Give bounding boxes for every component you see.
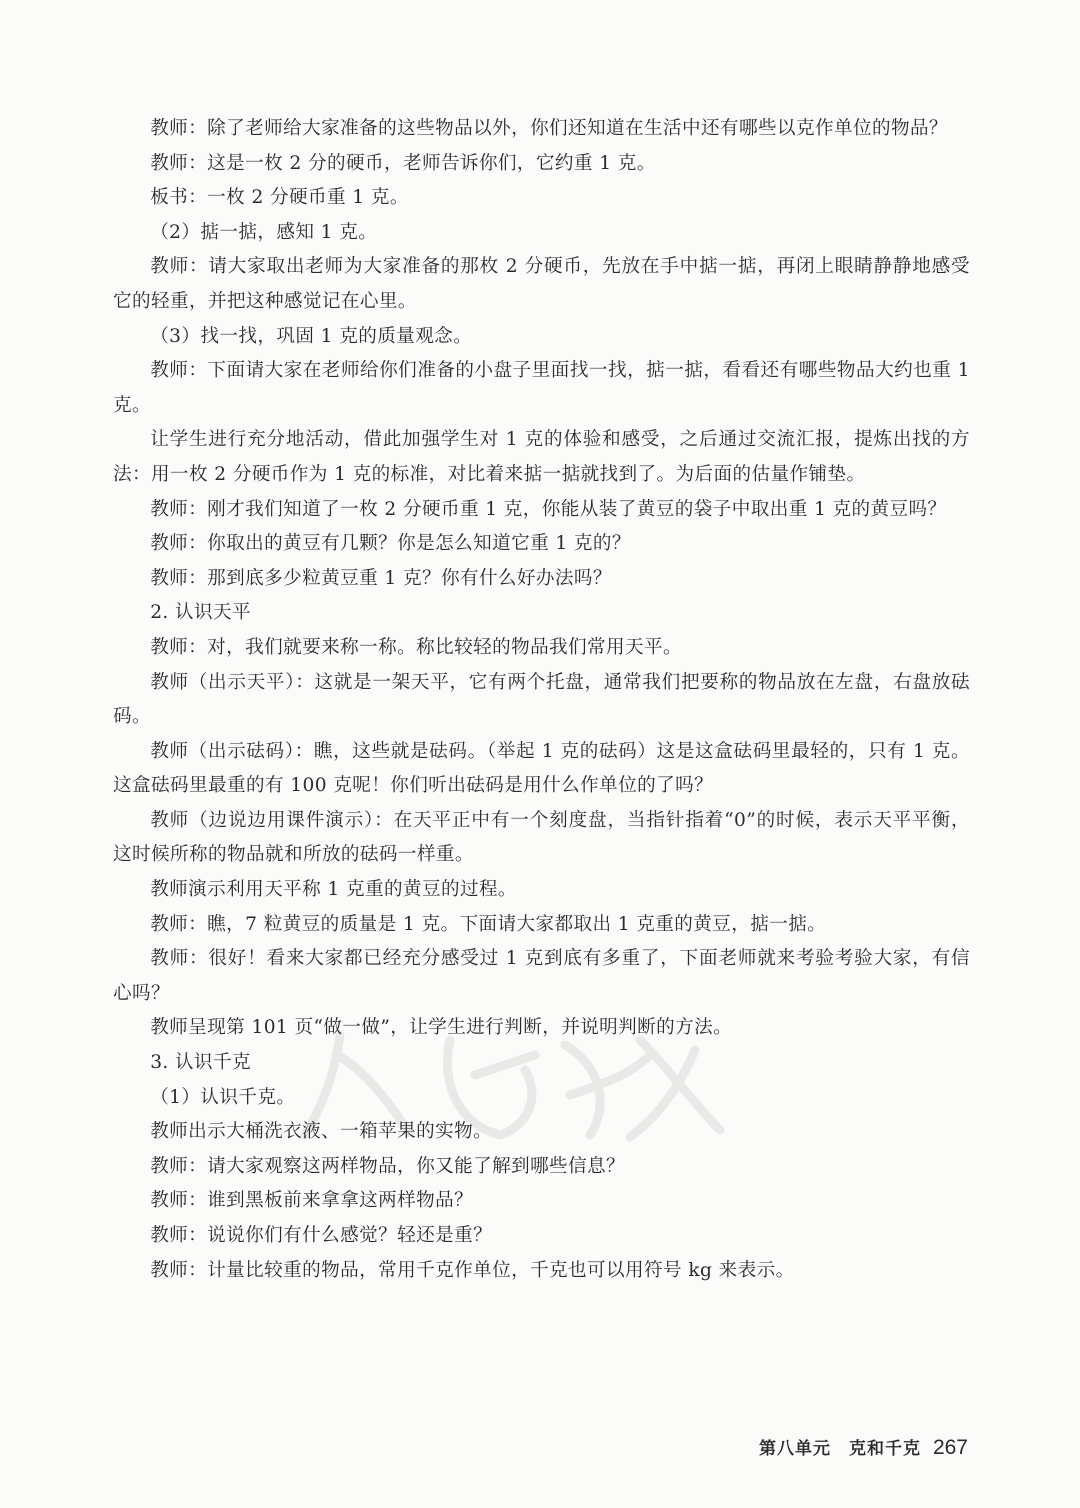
paragraph: 教师：谁到黑板前来拿拿这两样物品？ <box>150 1190 474 1212</box>
paragraph: 教师：对，我们就要来称一称。称比较轻的物品我们常用天平。 <box>150 636 683 658</box>
paragraph: 教师（边说边用课件演示）：在天平正中有一个刻度盘，当指针指着“0”的时候，表示天平平衡，这时候所称的物品就和所放的砝码一样重。 <box>113 809 970 866</box>
section-heading: 3. 认识千克 <box>150 1052 252 1074</box>
page-footer <box>759 1434 968 1460</box>
paragraph: 教师（出示天平）：这就是一架天平，它有两个托盘，通常我们把要称的物品放在左盘，右盘放砝码。 <box>113 671 970 728</box>
paragraph: 教师呈现第 101 页“做一做”，让学生进行判断，并说明判断的方法。 <box>150 1017 733 1039</box>
footer-unit: 第八单元 <box>758 1439 831 1459</box>
paragraph: 板书：一枚 2 分硬币重 1 克。 <box>150 187 409 209</box>
paragraph: 教师：请大家取出老师为大家准备的那枚 2 分硬币，先放在手中掂一掂，再闭上眼睛静静地感受它的轻重，并把这种感觉记在心里。 <box>113 256 970 312</box>
paragraph: 教师：刚才我们知道了一枚 2 分硬币重 1 克，你能从装了黄豆的袋子中取出重 1 克的黄豆吗？ <box>150 498 947 520</box>
paragraph: 教师：瞧，7 粒黄豆的质量是 1 克。下面请大家都取出 1 克重的黄豆，掂一掂。 <box>150 913 827 935</box>
paragraph: 教师（出示砝码）：瞧，这些就是砝码。（举起 1 克的砝码）这是这盒砝码里最轻的，只有 1 克。这盒砝码里最重的有 100 克呢！你们听出砝码是用什么作单位的了吗？ <box>113 740 970 797</box>
page-number: 267 <box>932 1436 968 1459</box>
footer-title: 克和千克 <box>848 1439 921 1459</box>
subheading: （1）认识千克。 <box>150 1086 296 1108</box>
paragraph: 教师：计量比较重的物品，常用千克作单位，千克也可以用符号 kg 来表示。 <box>150 1259 795 1281</box>
section-heading: 2. 认识天平 <box>150 602 252 624</box>
subheading: （2）掂一掂，感知 1 克。 <box>150 221 378 243</box>
paragraph: 教师：说说你们有什么感觉？轻还是重？ <box>150 1225 493 1246</box>
paragraph: 教师演示利用天平称 1 克重的黄豆的过程。 <box>150 879 517 901</box>
subheading: （3）找一找，巩固 1 克的质量观念。 <box>150 325 473 347</box>
paragraph: 教师出示大桶洗衣液、一箱苹果的实物。 <box>150 1121 493 1143</box>
page-body <box>113 112 970 1288</box>
paragraph: 教师：这是一枚 2 分的硬币，老师告诉你们，它约重 1 克。 <box>150 152 656 174</box>
paragraph: 教师：你取出的黄豆有几颗？你是怎么知道它重 1 克的？ <box>150 533 631 555</box>
paragraph: 教师：那到底多少粒黄豆重 1 克？你有什么好办法吗？ <box>150 567 612 589</box>
paragraph: 教师：很好！看来大家都已经充分感受过 1 克到底有多重了，下面老师就来考验考验大家，有信心吗？ <box>113 948 970 1004</box>
paragraph: 让学生进行充分地活动，借此加强学生对 1 克的体验和感受，之后通过交流汇报，提炼出找的方法：用一枚 2 分硬币作为 1 克的标准，对比着来掂一掂就找到了。为后面的估量作铺垫。 <box>113 429 970 485</box>
paragraph: 教师：下面请大家在老师给你们准备的小盘子里面找一找，掂一掂，看看还有哪些物品大约也重 1 克。 <box>113 360 970 416</box>
paragraph: 教师：除了老师给大家准备的这些物品以外，你们还知道在生活中还有哪些以克作单位的物品？ <box>150 118 948 139</box>
paragraph: 教师：请大家观察这两样物品，你又能了解到哪些信息？ <box>150 1155 626 1177</box>
